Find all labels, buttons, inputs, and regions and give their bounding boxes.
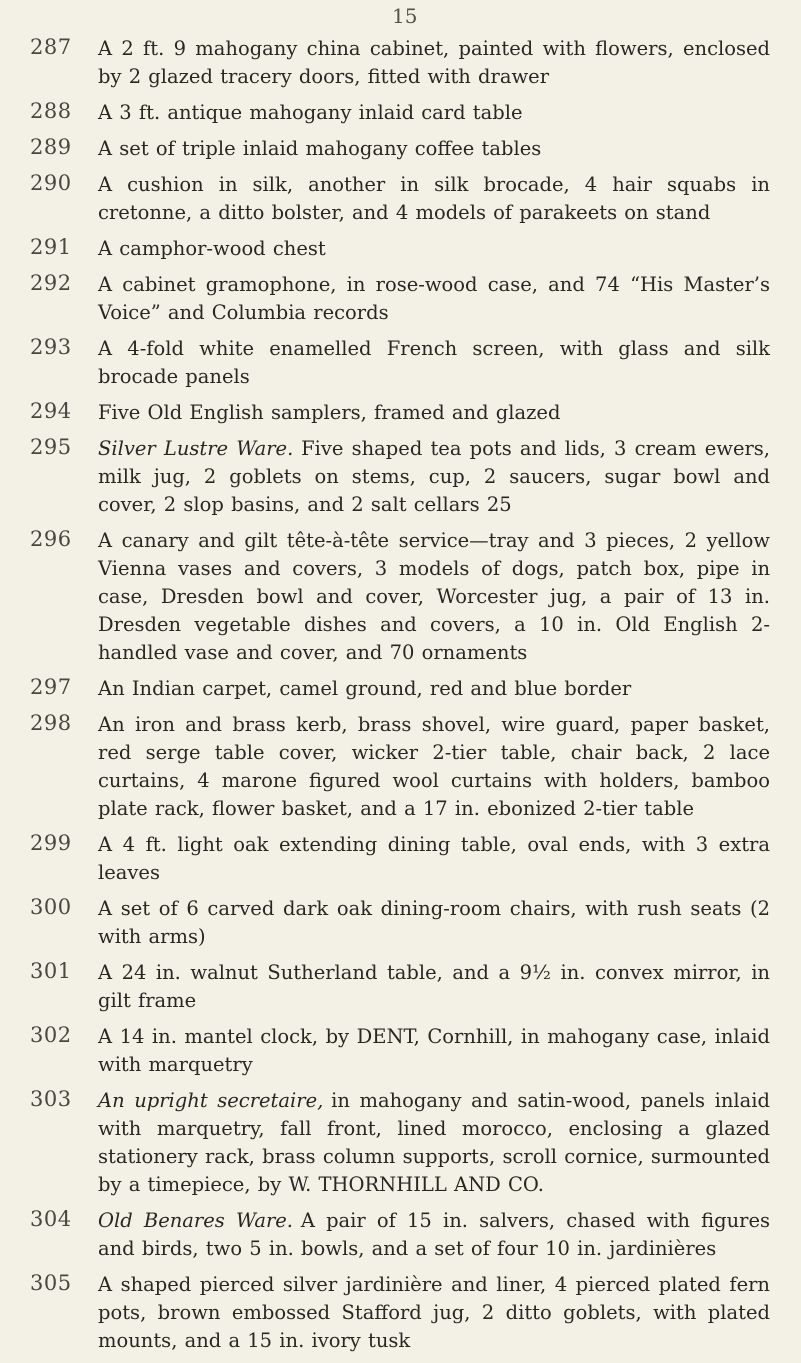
lot-text: A camphor-wood chest	[98, 237, 326, 260]
lot-entry	[0, 959, 801, 1015]
lot-list	[0, 35, 801, 1363]
lot-description	[98, 1087, 770, 1199]
lot-number: 300	[30, 895, 72, 919]
lot-text: An iron and brass kerb, brass shovel, wire guard, paper basket, red serge table cover, wicker 2-tier table, chair back, 2 lace curtains, 4 marone figured wool curtains with holders, bamboo plate rack, flower basket, and a 17 in. ebonized 2-tier table	[98, 713, 770, 820]
lot-text: A 14 in. mantel clock, by DENT, Cornhill, in mahogany case, inlaid with marquetry	[98, 1025, 770, 1076]
lot-entry	[0, 135, 801, 163]
lot-number: 287	[30, 35, 72, 59]
lot-entry	[0, 35, 801, 91]
lot-number: 305	[30, 1271, 72, 1295]
lot-number: 290	[30, 171, 72, 195]
lot-text: A set of 6 carved dark oak dining-room chairs, with rush seats (2 with arms)	[98, 897, 770, 948]
lot-text: Five shaped tea pots and lids, 3 cream ewers, milk jug, 2 goblets on stems, cup, 2 saucers, sugar bowl and cover, 2 slop basins, and 2 salt cellars 25	[98, 437, 771, 516]
lot-number: 289	[30, 135, 72, 159]
lot-number: 303	[30, 1087, 72, 1111]
lot-text: Five Old English samplers, framed and glazed	[98, 401, 561, 424]
lot-description	[98, 171, 770, 227]
lot-number: 291	[30, 235, 72, 259]
lot-text: A shaped pierced silver jardinière and liner, 4 pierced plated fern pots, brown embossed Stafford jug, 2 ditto goblets, with plated mounts, and a 15 in. ivory tusk	[98, 1273, 770, 1352]
lot-entry	[0, 895, 801, 951]
lot-text: A cabinet gramophone, in rose-wood case, and 74 “His Master’s Voice” and Columbia records	[98, 273, 770, 324]
lot-entry	[0, 435, 801, 519]
lot-entry	[0, 527, 801, 667]
lot-text: An Indian carpet, camel ground, red and blue border	[98, 677, 632, 700]
lot-description	[98, 435, 770, 519]
lot-number: 294	[30, 399, 72, 423]
lot-number: 298	[30, 711, 72, 735]
lot-number: 304	[30, 1207, 72, 1231]
lot-description	[98, 99, 770, 127]
lot-entry	[0, 1087, 801, 1199]
lot-description	[98, 399, 770, 427]
lot-entry	[0, 1023, 801, 1079]
lot-entry	[0, 1207, 801, 1263]
lot-entry	[0, 99, 801, 127]
lot-description	[98, 959, 770, 1015]
lot-description	[98, 235, 770, 263]
lot-description	[98, 711, 770, 823]
lot-number: 295	[30, 435, 72, 459]
lot-number: 293	[30, 335, 72, 359]
lot-description	[98, 895, 770, 951]
page-number: 15	[392, 4, 418, 28]
lot-entry	[0, 831, 801, 887]
lot-description	[98, 527, 770, 667]
lot-text: A 2 ft. 9 mahogany china cabinet, painted with flowers, enclosed by 2 glazed tracery doors, fitted with drawer	[98, 37, 770, 88]
lot-number: 288	[30, 99, 72, 123]
lot-description	[98, 1207, 770, 1263]
lot-description	[98, 1023, 770, 1079]
lot-entry	[0, 171, 801, 227]
lot-text: A cushion in silk, another in silk brocade, 4 hair squabs in cretonne, a ditto bolster, and 4 models of parakeets on stand	[98, 173, 770, 224]
lot-text: A 24 in. walnut Sutherland table, and a 9½ in. convex mirror, in gilt frame	[98, 961, 770, 1012]
lot-text: A pair of 15 in. salvers, chased with figures and birds, two 5 in. bowls, and a set of four 10 in. jardinières	[98, 1209, 771, 1260]
lot-lead: An upright secretaire,	[98, 1089, 324, 1112]
lot-text: A 4 ft. light oak extending dining table, oval ends, with 3 extra leaves	[98, 833, 770, 884]
lot-entry	[0, 399, 801, 427]
lot-text: A canary and gilt tête-à-tête service—tray and 3 pieces, 2 yellow Vienna vases and covers, 3 models of dogs, patch box, pipe in case, Dresden bowl and cover, Worcester jug, a pair of 13 in. Dresden vegetable dishes and covers, a 10 in. Old English 2-handled vase and cover, and 70 ornaments	[98, 529, 770, 664]
lot-number: 292	[30, 271, 72, 295]
lot-entry	[0, 675, 801, 703]
lot-description	[98, 675, 770, 703]
lot-number: 301	[30, 959, 72, 983]
lot-entry	[0, 271, 801, 327]
lot-text: A set of triple inlaid mahogany coffee tables	[98, 137, 542, 160]
lot-entry	[0, 711, 801, 823]
lot-description	[98, 335, 770, 391]
lot-entry	[0, 235, 801, 263]
lot-description	[98, 1271, 770, 1355]
lot-description	[98, 35, 770, 91]
lot-text: A 4-fold white enamelled French screen, with glass and silk brocade panels	[98, 337, 770, 388]
lot-lead: Old Benares Ware.	[98, 1209, 294, 1232]
lot-text: A 3 ft. antique mahogany inlaid card table	[98, 101, 523, 124]
lot-number: 302	[30, 1023, 72, 1047]
lot-number: 299	[30, 831, 72, 855]
lot-description	[98, 135, 770, 163]
lot-number: 296	[30, 527, 72, 551]
lot-entry	[0, 1271, 801, 1355]
lot-entry	[0, 335, 801, 391]
lot-lead: Silver Lustre Ware.	[98, 437, 294, 460]
lot-description	[98, 271, 770, 327]
lot-number: 297	[30, 675, 72, 699]
lot-text: in mahogany and satin-wood, panels inlaid with marquetry, fall front, lined morocco, enclosing a glazed stationery rack, brass column supports, scroll cornice, surmounted by a timepiece, by W. THORNHILL AND CO.	[98, 1089, 770, 1196]
lot-description	[98, 831, 770, 887]
